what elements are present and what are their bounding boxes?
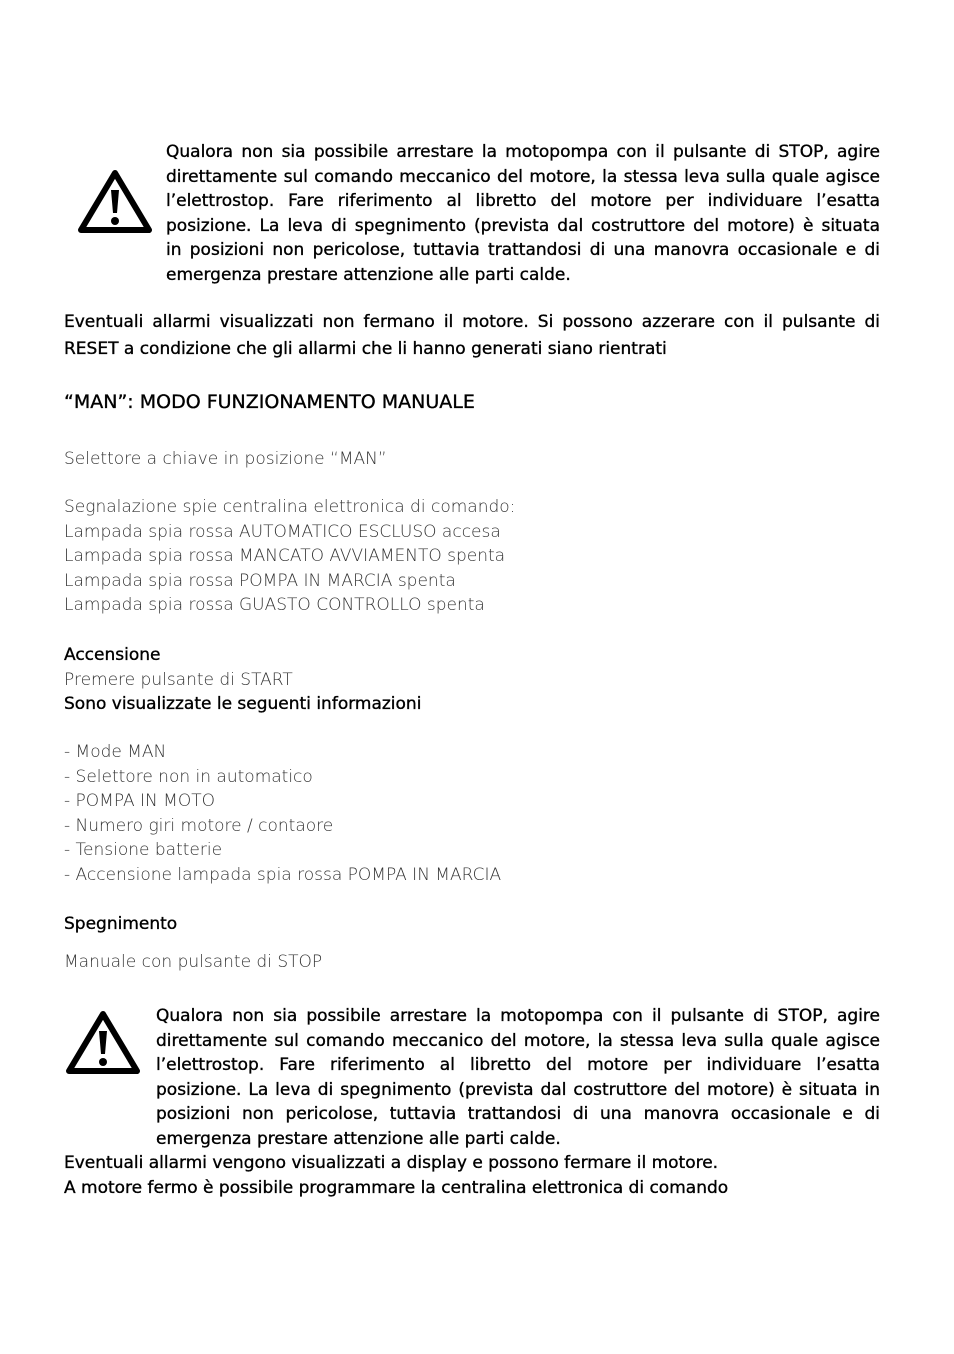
text-line: direttamente sul comando meccanico del motore, la stessa leva sulla quale agisce <box>156 1030 880 1051</box>
list-item: - POMPA IN MOTO <box>64 791 215 811</box>
text-line: l’elettrostop. Fare riferimento al libretto del motore per individuare l’esatta <box>156 1055 880 1075</box>
alarms-note <box>64 309 880 363</box>
text-line: emergenza prestare attenzione alle parti calde. <box>156 1128 561 1149</box>
list-item: - Mode MAN <box>64 742 167 762</box>
text-line: Eventuali allarmi visualizzati non fermano il motore. Si possono azzerare con il pulsante di <box>64 312 880 332</box>
info-list <box>64 740 501 887</box>
text-line: posizioni non pericolose, tuttavia trattandosi di una manovra occasionale e di <box>156 1104 880 1124</box>
list-item: Lampada spia rossa MANCATO AVVIAMENTO spenta <box>64 546 506 566</box>
text-line: posizione. La leva di spegnimento (prevista dal costruttore del motore) è situata <box>166 215 880 236</box>
text-line: in posizioni non pericolose, tuttavia trattandosi di una manovra occasionale e di <box>166 240 880 260</box>
signals-block <box>64 495 515 618</box>
list-item: Lampada spia rossa POMPA IN MARCIA spenta <box>64 570 456 591</box>
info-heading: Sono visualizzate le seguenti informazioni <box>64 694 422 714</box>
warning-block-2 <box>64 1004 880 1154</box>
text-line: emergenza prestare attenzione alle parti calde. <box>166 264 571 285</box>
text-line: RESET a condizione che gli allarmi che li hanno generati siano rientrati <box>64 339 667 359</box>
text-line: Eventuali allarmi vengono visualizzati a display e possono fermare il motore. <box>64 1153 719 1173</box>
signals-heading: Segnalazione spie centralina elettronica di comando: <box>64 497 516 517</box>
warning-triangle-icon <box>76 168 154 236</box>
spegnimento-text: Manuale con pulsante di STOP <box>64 952 323 972</box>
list-item: Lampada spia rossa GUASTO CONTROLLO spenta <box>64 595 485 615</box>
section-title: “MAN”: MODO FUNZIONAMENTO MANUALE <box>64 391 475 413</box>
text-line: A motore fermo è possibile programmare la centralina elettronica di comando <box>64 1177 729 1198</box>
warning-triangle-icon <box>64 1009 142 1077</box>
accensione-block <box>64 643 421 717</box>
selector-text: Selettore a chiave in posizione “MAN” <box>64 449 387 469</box>
text-line: Qualora non sia possibile arrestare la motopompa con il pulsante di STOP, agire <box>166 142 880 162</box>
closing-block <box>64 1151 728 1200</box>
spegnimento-heading: Spegnimento <box>64 914 178 934</box>
warning-2-text <box>156 1004 880 1151</box>
text-line: direttamente sul comando meccanico del motore, la stessa leva sulla quale agisce <box>166 166 880 187</box>
text-line: Qualora non sia possibile arrestare la motopompa con il pulsante di STOP, agire <box>156 1006 880 1026</box>
list-item: - Numero giri motore / contaore <box>64 815 334 836</box>
warning-1-text <box>166 140 880 287</box>
accensione-instruction: Premere pulsante di START <box>64 669 293 690</box>
text-line: l’elettrostop. Fare riferimento al libretto del motore per individuare l’esatta <box>166 191 880 211</box>
warning-block-1 <box>64 140 880 290</box>
list-item: - Tensione batterie <box>64 840 223 860</box>
list-item: - Selettore non in automatico <box>64 766 313 787</box>
text-line: posizione. La leva di spegnimento (prevista dal costruttore del motore) è situata in <box>156 1079 880 1100</box>
list-item: - Accensione lampada spia rossa POMPA IN MARCIA <box>64 864 502 885</box>
accensione-heading: Accensione <box>64 645 161 665</box>
list-item: Lampada spia rossa AUTOMATICO ESCLUSO accesa <box>64 521 501 542</box>
